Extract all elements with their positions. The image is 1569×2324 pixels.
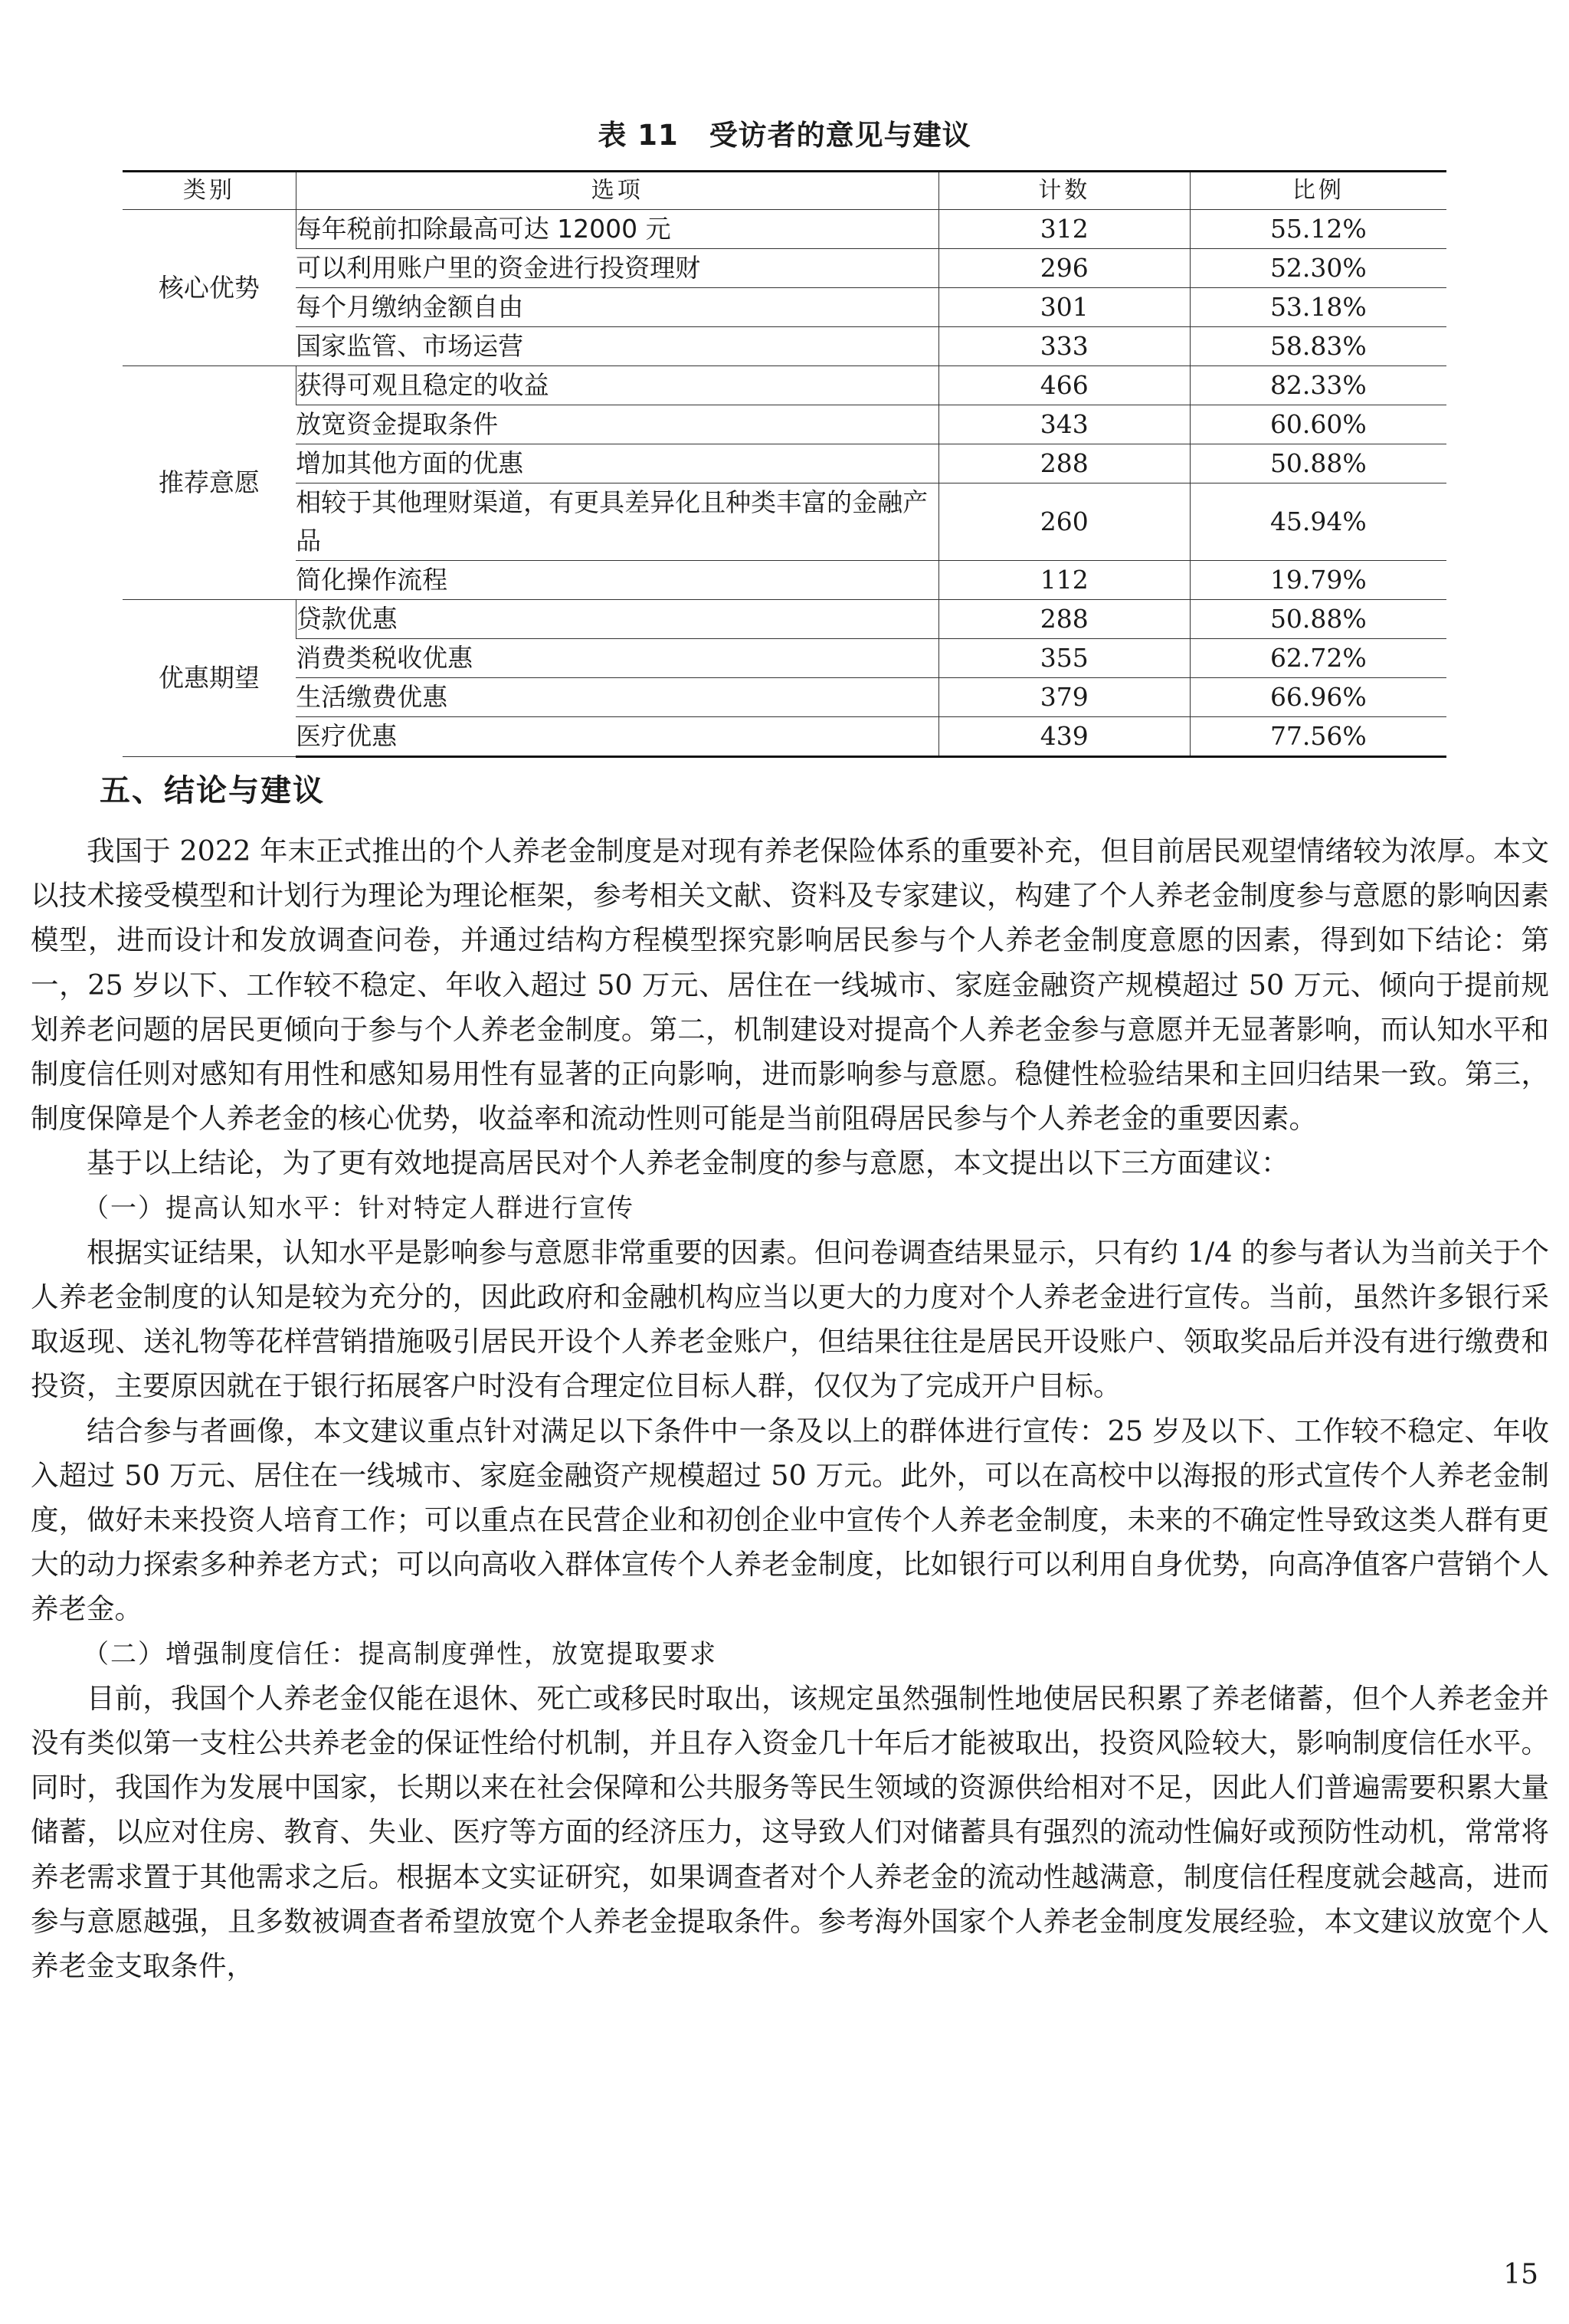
option-cell: 放宽资金提取条件 (296, 405, 938, 444)
count-cell: 301 (938, 288, 1190, 327)
category-cell: 推荐意愿 (123, 366, 296, 600)
percent-cell: 60.60% (1190, 405, 1446, 444)
count-cell: 288 (938, 444, 1190, 483)
table-body (123, 210, 1446, 757)
count-cell: 343 (938, 405, 1190, 444)
count-cell: 112 (938, 561, 1190, 600)
body-paragraph: 基于以上结论，为了更有效地提高居民对个人养老金制度的参与意愿，本文提出以下三方面建议： (87, 1146, 1289, 1180)
option-cell: 每个月缴纳金额自由 (296, 288, 938, 327)
option-cell: 消费类税收优惠 (296, 639, 938, 678)
body-paragraph: 根据实证结果，认知水平是影响参与意愿非常重要的因素。但问卷调查结果显示，只有约 1/4 的参与者认为当前关于个人养老金制度的认知是较为充分的，因此政府和金融机构应当以更大的力度对个人养老金进行宣传。当前，虽然许多银行采取返现、送礼物等花样营销措施吸引居民开设个人养老金账户，但结果往往是居民开设账户、领取奖品后并没有进行缴费和投资，主要原因就在于银行拓展客户时没有合理定位目标人群，仅仅为了完成开户目标。 (31, 1235, 1549, 1403)
category-cell: 核心优势 (123, 210, 296, 366)
table-row (123, 366, 1446, 405)
count-cell: 296 (938, 249, 1190, 288)
count-cell: 312 (938, 210, 1190, 249)
table-row (123, 678, 1446, 717)
count-cell: 288 (938, 600, 1190, 639)
count-cell: 333 (938, 327, 1190, 366)
percent-cell: 53.18% (1190, 288, 1446, 327)
percent-cell: 50.88% (1190, 444, 1446, 483)
body-paragraph: 结合参与者画像，本文建议重点针对满足以下条件中一条及以上的群体进行宣传：25 岁及以下、工作较不稳定、年收入超过 50 万元、居住在一线城市、家庭金融资产规模超过 50 万元。此外，可以在高校中以海报的形式宣传个人养老金制度，做好未来投资人培育工作；可以重点在民营企业和初创企业中宣传个人养老金制度，未来的不确定性导致这类人群有更大的动力探索多种养老方式；可以向高收入群体宣传个人养老金制度，比如银行可以利用自身优势，向高净值客户营销个人养老金。 (31, 1414, 1549, 1626)
table-header-row (123, 172, 1446, 210)
table-row (123, 600, 1446, 639)
table-row (123, 288, 1446, 327)
table-number: 表 11 (598, 119, 679, 152)
option-cell: 贷款优惠 (296, 600, 938, 639)
percent-cell: 45.94% (1190, 483, 1446, 561)
percent-cell: 82.33% (1190, 366, 1446, 405)
count-cell: 355 (938, 639, 1190, 678)
category-cell: 优惠期望 (123, 600, 296, 757)
option-cell: 相较于其他理财渠道，有更具差异化且种类丰富的金融产品 (296, 483, 938, 561)
option-cell: 国家监管、市场运营 (296, 327, 938, 366)
percent-cell: 52.30% (1190, 249, 1446, 288)
option-cell: 获得可观且稳定的收益 (296, 366, 938, 405)
header-option: 选项 (296, 172, 938, 210)
header-category: 类别 (123, 172, 296, 210)
option-cell: 可以利用账户里的资金进行投资理财 (296, 249, 938, 288)
body-text (31, 829, 1549, 1988)
table-caption: 受访者的意见与建议 (709, 119, 971, 152)
count-cell: 260 (938, 483, 1190, 561)
percent-cell: 66.96% (1190, 678, 1446, 717)
percent-cell: 77.56% (1190, 717, 1446, 757)
header-count: 计数 (938, 172, 1190, 210)
count-cell: 379 (938, 678, 1190, 717)
option-cell: 医疗优惠 (296, 717, 938, 757)
count-cell: 466 (938, 366, 1190, 405)
body-paragraph: 目前，我国个人养老金仅能在退休、死亡或移民时取出，该规定虽然强制性地使居民积累了养老储蓄，但个人养老金并没有类似第一支柱公共养老金的保证性给付机制，并且存入资金几十年后才能被取出，投资风险较大，影响制度信任水平。同时，我国作为发展中国家，长期以来在社会保障和公共服务等民生领域的资源供给相对不足，因此人们普遍需要积累大量储蓄，以应对住房、教育、失业、医疗等方面的经济压力，这导致人们对储蓄具有强烈的流动性偏好或预防性动机，常常将养老需求置于其他需求之后。根据本文实证研究，如果调查者对个人养老金的流动性越满意，制度信任程度就会越高，进而参与意愿越强，且多数被调查者希望放宽个人养老金提取条件。参考海外国家个人养老金制度发展经验，本文建议放宽个人养老金支取条件， (31, 1681, 1549, 1983)
percent-cell: 58.83% (1190, 327, 1446, 366)
option-cell: 生活缴费优惠 (296, 678, 938, 717)
percent-cell: 50.88% (1190, 600, 1446, 639)
header-percent: 比例 (1190, 172, 1446, 210)
table-row (123, 405, 1446, 444)
option-cell: 增加其他方面的优惠 (296, 444, 938, 483)
option-cell: 每年税前扣除最高可达 12000 元 (296, 210, 938, 249)
page-number: 15 (1503, 2259, 1538, 2290)
table-row (123, 639, 1446, 678)
body-paragraph: 我国于 2022 年末正式推出的个人养老金制度是对现有养老保险体系的重要补充，但目前居民观望情绪较为浓厚。本文以技术接受模型和计划行为理论为理论框架，参考相关文献、资料及专家建议，构建了个人养老金制度参与意愿的影响因素模型，进而设计和发放调查问卷，并通过结构方程模型探究影响居民参与个人养老金制度意愿的因素，得到如下结论：第一，25 岁以下、工作较不稳定、年收入超过 50 万元、居住在一线城市、家庭金融资产规模超过 50 万元、倾向于提前规划养老问题的居民更倾向于参与个人养老金制度。第二，机制建设对提高个人养老金参与意愿并无显著影响，而认知水平和制度信任则对感知有用性和感知易用性有显著的正向影响，进而影响参与意愿。稳健性检验结果和主回归结果一致。第三，制度保障是个人养老金的核心优势，收益率和流动性则可能是当前阻碍居民参与个人养老金的重要因素。 (31, 834, 1549, 1136)
table-row (123, 327, 1446, 366)
table-row (123, 717, 1446, 757)
table-row (123, 444, 1446, 483)
opinions-table (123, 170, 1446, 758)
table-row (123, 249, 1446, 288)
table-row (123, 483, 1446, 561)
table-title (0, 112, 1569, 153)
table-row (123, 210, 1446, 249)
percent-cell: 62.72% (1190, 639, 1446, 678)
table-row (123, 561, 1446, 600)
subsection-heading: （一）提高认知水平：针对特定人群进行宣传 (83, 1192, 634, 1224)
option-cell: 简化操作流程 (296, 561, 938, 600)
percent-cell: 19.79% (1190, 561, 1446, 600)
count-cell: 439 (938, 717, 1190, 757)
subsection-heading: （二）增强制度信任：提高制度弹性，放宽提取要求 (83, 1638, 717, 1670)
percent-cell: 55.12% (1190, 210, 1446, 249)
section-heading: 五、结论与建议 (100, 773, 325, 808)
